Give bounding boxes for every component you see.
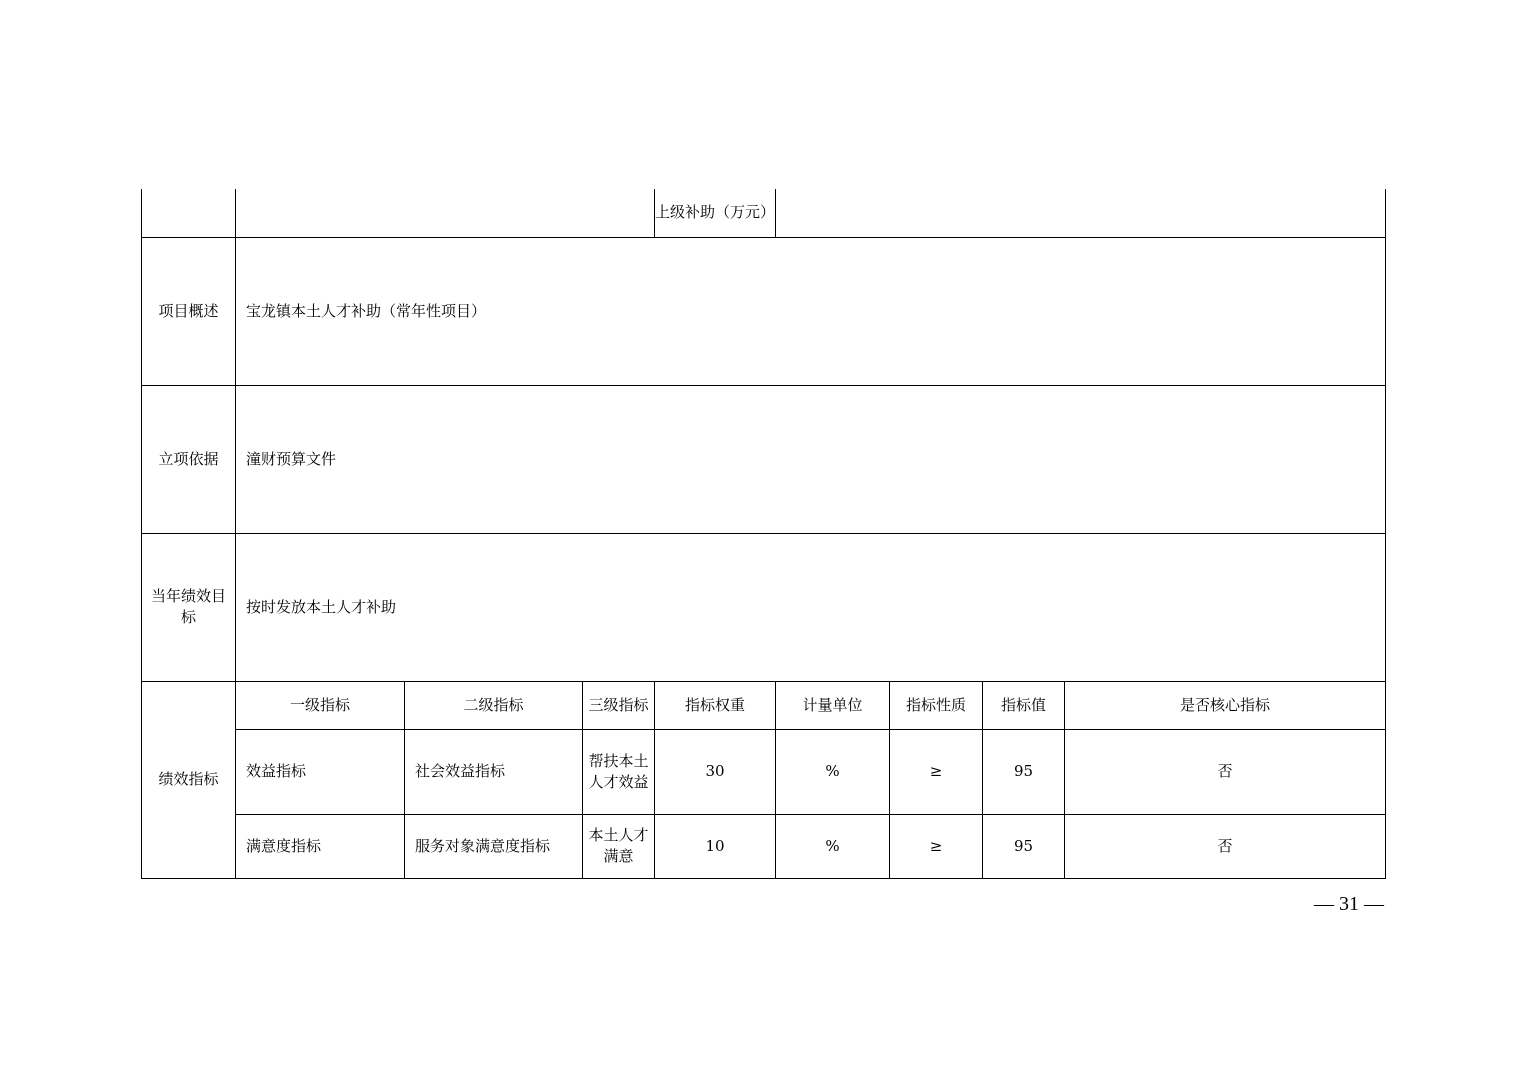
row1-weight: 30 — [655, 729, 776, 814]
page-number: — 31 — — [1314, 893, 1384, 915]
overview-row — [142, 237, 1386, 385]
row2-weight: 10 — [655, 814, 776, 878]
row1-level2: 社会效益指标 — [405, 729, 583, 814]
goal-label: 当年绩效目标 — [142, 533, 236, 681]
basis-label: 立项依据 — [142, 385, 236, 533]
overview-label: 项目概述 — [142, 237, 236, 385]
header-unit: 计量单位 — [776, 681, 890, 729]
superior-subsidy-value — [776, 189, 1386, 237]
row1-core: 否 — [1065, 729, 1386, 814]
goal-value: 按时发放本土人才补助 — [236, 533, 1386, 681]
row2-level1: 满意度指标 — [236, 814, 405, 878]
indicators-label: 绩效指标 — [142, 681, 236, 878]
basis-value: 潼财预算文件 — [236, 385, 1386, 533]
row2-unit: % — [776, 814, 890, 878]
row1-level1: 效益指标 — [236, 729, 405, 814]
header-nature: 指标性质 — [890, 681, 983, 729]
header-level1: 一级指标 — [236, 681, 405, 729]
budget-row — [142, 189, 1386, 237]
table-row — [142, 814, 1386, 878]
header-level2: 二级指标 — [405, 681, 583, 729]
table-row — [142, 729, 1386, 814]
budget-row-label-cell — [142, 189, 236, 237]
indicator-header-row — [142, 681, 1386, 729]
header-level3: 三级指标 — [583, 681, 655, 729]
row2-nature: ≥ — [890, 814, 983, 878]
header-core: 是否核心指标 — [1065, 681, 1386, 729]
superior-subsidy-label: 上级补助（万元） — [655, 189, 776, 237]
row2-level2: 服务对象满意度指标 — [405, 814, 583, 878]
row1-unit: % — [776, 729, 890, 814]
row2-level3: 本土人才满意 — [583, 814, 655, 878]
goal-row — [142, 533, 1386, 681]
row1-value: 95 — [983, 729, 1065, 814]
row1-level3: 帮扶本土人才效益 — [583, 729, 655, 814]
row2-core: 否 — [1065, 814, 1386, 878]
overview-value: 宝龙镇本土人才补助（常年性项目） — [236, 237, 1386, 385]
header-value: 指标值 — [983, 681, 1065, 729]
performance-target-table — [141, 189, 1386, 879]
budget-row-blank-cell — [236, 189, 655, 237]
row1-nature: ≥ — [890, 729, 983, 814]
header-weight: 指标权重 — [655, 681, 776, 729]
basis-row — [142, 385, 1386, 533]
row2-value: 95 — [983, 814, 1065, 878]
